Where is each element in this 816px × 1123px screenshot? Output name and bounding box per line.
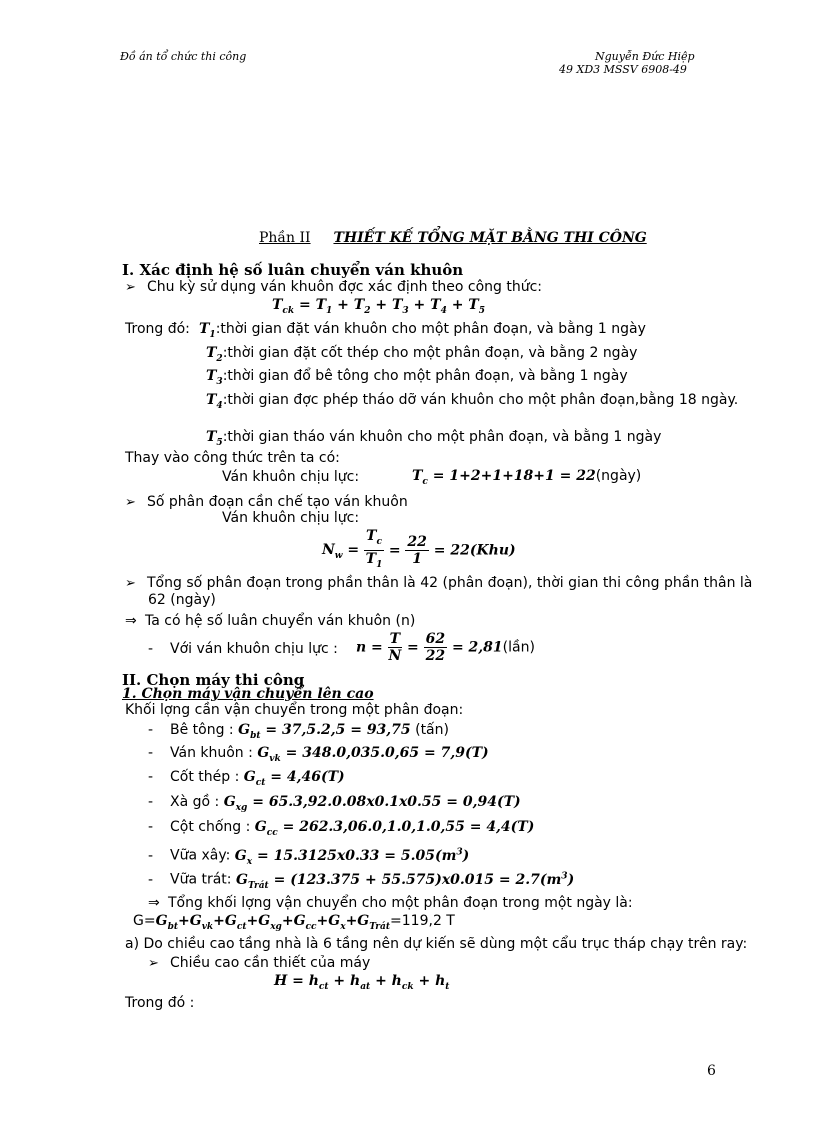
where-label: Trong đó: [125,321,190,337]
coef-text: ⇒ Ta có hệ số luân chuyển ván khuôn (n) [125,613,416,629]
formwork-label: Ván khuôn chịu lực: [222,469,360,485]
def-t4: $T_4:thời$ gian đợc phép tháo dỡ ván khuôn cho một phân đoạn,bằng 18 ngày. [206,392,739,411]
def-t1: $T_1:thời$ gian đặt ván khuôn cho một phân đoạn, và bằng 1 ngày [199,321,646,340]
item-steel: - Cốt thép : $G_{ct} = 4,46(T)$ [148,769,345,788]
def-t2: $T_2:thời$ gian đặt cốt thép cho một phân đoạn, và bằng 2 ngày [206,345,638,364]
n-formula: n = $\frac{T}{N}$ = $\frac{62}{22}$ = 2,81(lần) [356,631,535,664]
segments-text: ➢ Số phân đoạn cần chế tạo ván khuôn [125,494,408,510]
item-plaster-mortar: - Vữa trát: $G_{Trát} = (123.375 + 55.575)x0.015 = 2.7(m^3)$ [148,871,575,891]
substitute-text: Thay vào công thức trên ta có: [125,450,340,466]
total-segments-text-2: 62 (ngày) [148,592,216,608]
header-author: Nguyễn Đức Hiệp [595,50,695,63]
part-label: Phần II [259,230,311,246]
item-masonry-mortar: - Vữa xây: $G_x = 15.3125x0.33 = 5.05(m^3)$ [148,847,470,867]
section1-heading: I. Xác định hệ số luân chuyển ván khuôn [122,261,464,279]
section2-sub1: 1. Chọn máy vận chuyển lên cao [122,686,374,702]
item-concrete: - Bê tông : $G_{bt} = 37,5.2,5 = 93,75$ (tấn) [148,722,449,741]
height-formula: $H = h_{ct} + h_{at} + h_{ck} + h_t$ [274,973,450,992]
implies-arrow-icon: ⇒ [148,895,160,911]
crane-text: a) Do chiều cao tầng nhà là 6 tầng nên dự kiến sẽ dùng một cẩu trục tháp chạy trên ray: [125,936,748,952]
height-text: ➢ Chiều cao cần thiết của máy [148,955,371,971]
arrow-bullet-icon: ➢ [125,280,136,295]
section2-heading: II. Chọn máy thi công [122,671,305,689]
total-formula: $G=G_{bt}+G_{vk}+G_{ct}+G_{xg}+G_{cc}+G_x+G_{Trát}=119,2$ T [133,913,455,932]
implies-arrow-icon: ⇒ [125,613,137,629]
coef-item: - Với ván khuôn chịu lực : [148,641,338,657]
total-segments-text: ➢ Tổng số phân đoạn trong phần thân là 42 (phân đoạn), thời gian thi công phần thân là [125,575,753,591]
arrow-bullet-icon: ➢ [148,956,159,971]
part-title [259,230,647,246]
def-t5: $T_5:thời$ gian tháo ván khuôn cho một phân đoạn, và bằng 1 ngày [206,429,662,448]
item-formwork: - Ván khuôn : $G_{vk} = 348.0,035.0,65 = 7,9(T)$ [148,745,489,764]
header-left: Đồ án tổ chức thi công [120,50,247,63]
where-label-2: Trong đó : [125,995,195,1011]
part-heading: THIẾT KẾ TỔNG MẶT BẰNG THI CÔNG [333,230,647,246]
nw-formula: $N_w$ = $\frac{T_c}{T_1}$ = $\frac{22}{1}$ = 22(Khu) [322,528,516,570]
total-text: ⇒ Tổng khối lợng vận chuyển cho một phân đoạn trong một ngày là: [148,895,633,911]
page-number: 6 [707,1063,716,1079]
arrow-bullet-icon: ➢ [125,495,136,510]
arrow-bullet-icon: ➢ [125,576,136,591]
tc-formula: $T_c = 1+2+1+18+1$ = 22(ngày) [412,468,642,487]
formwork-label-2: Ván khuôn chịu lực: [222,510,360,526]
item-purlin: - Xà gồ : $G_{xg} = 65.3,92.0.08x0.1x0.55 = 0,94(T)$ [148,794,521,813]
section2-intro: Khối lợng cần vận chuyển trong một phân đoạn: [125,702,464,718]
header-student-id: 49 XD3 MSSV 6908-49 [559,63,687,76]
cycle-text: ➢ Chu kỳ sử dụng ván khuôn đợc xác định theo công thức: [125,279,543,295]
def-t3: $T_3:thời$ gian đổ bê tông cho một phân đoạn, và bằng 1 ngày [206,368,628,387]
cycle-formula: $T_{ck} = T_1 + T_2 + T_3 + T_4 + T_5$ [272,297,485,316]
item-prop: - Cột chống : $G_{cc} = 262.3,06.0,1.0,1.0,55 = 4,4(T)$ [148,819,535,838]
